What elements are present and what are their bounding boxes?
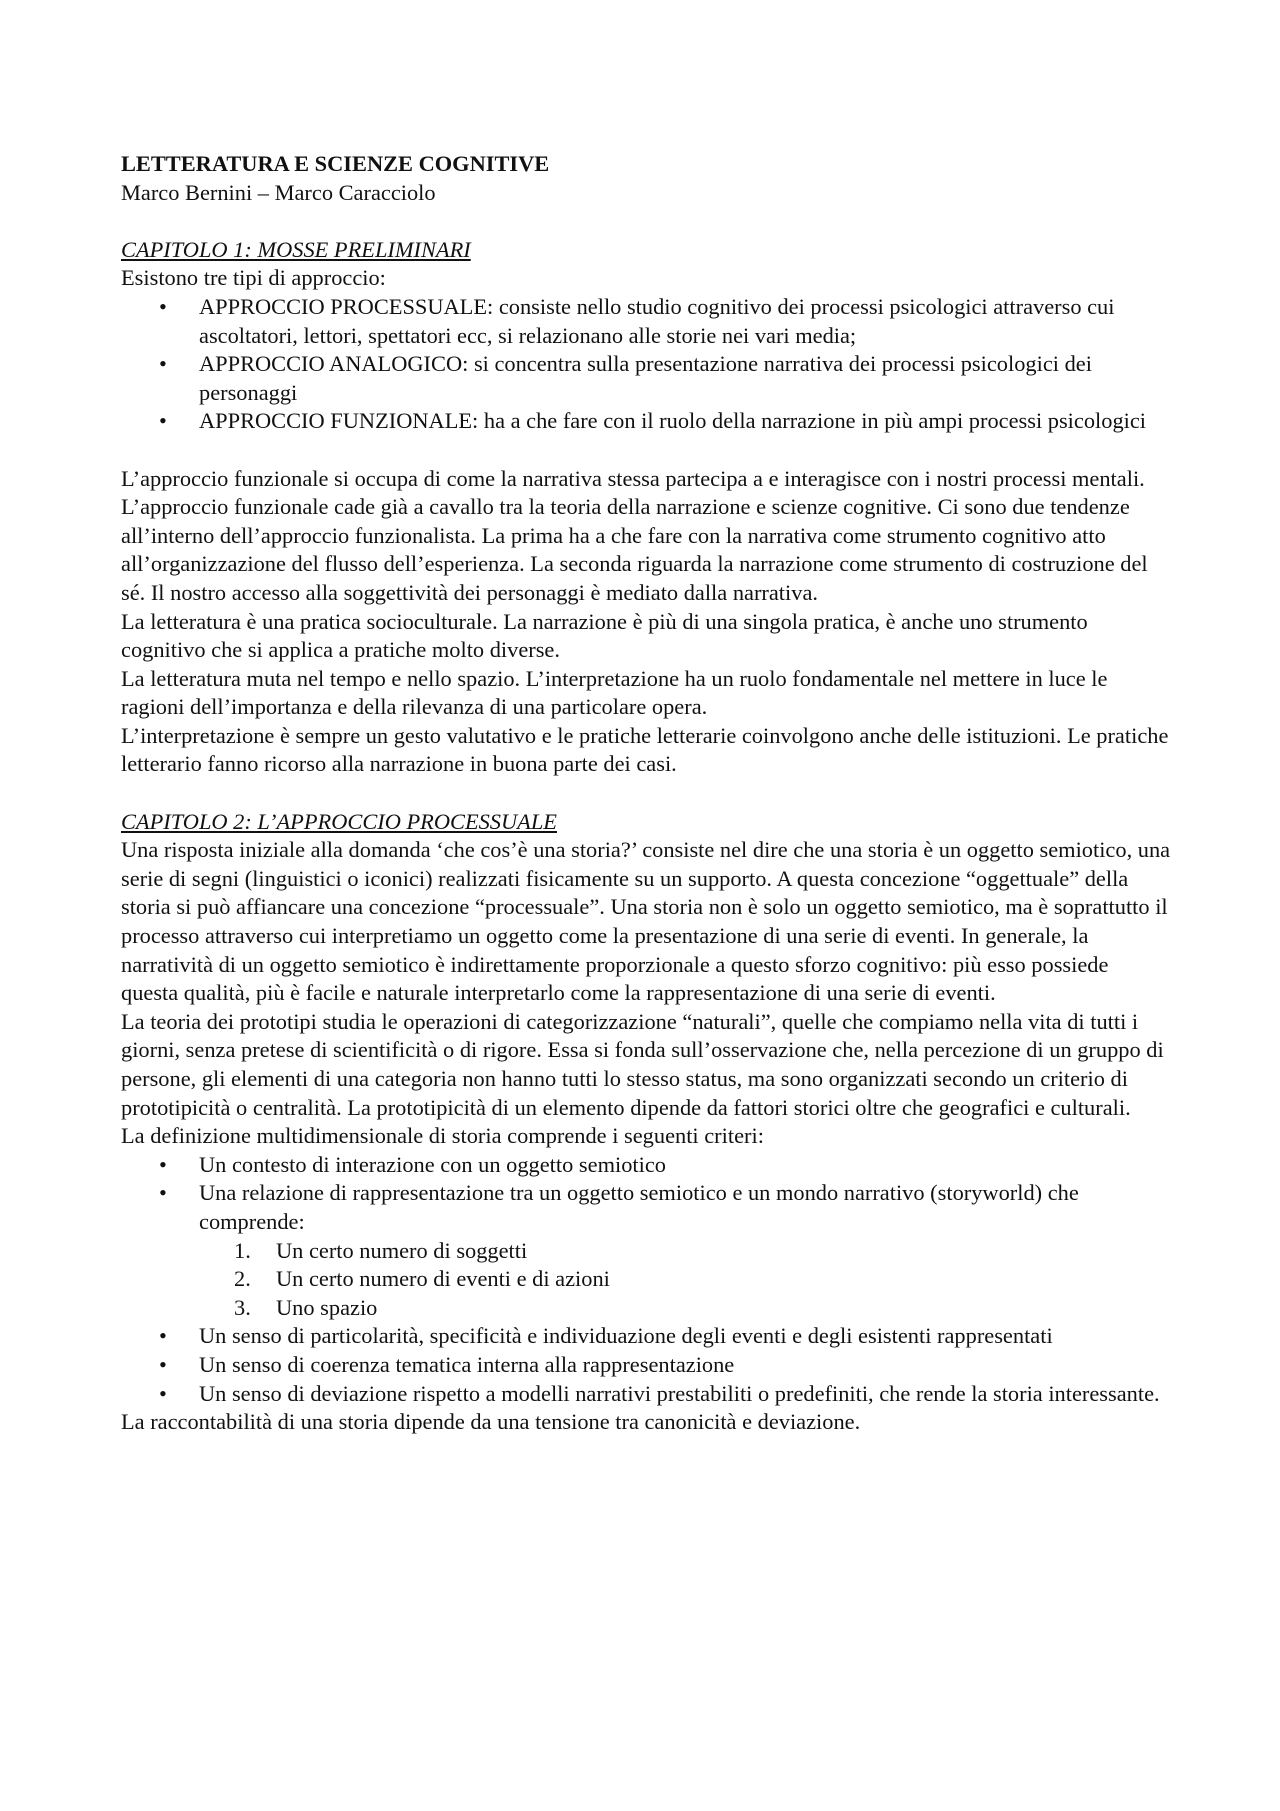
list-item-text: Una relazione di rappresentazione tra un oggetto semiotico e un mondo narrativo (storyworld) che comprende: [199,1180,1079,1234]
paragraph: L’interpretazione è sempre un gesto valutativo e le pratiche letterarie coinvolgono anche delle istituzioni. Le pratiche letterario fanno ricorso alla narrazione in buona parte dei casi. [121,722,1169,777]
authors-line: Marco Bernini – Marco Caracciolo [121,179,436,205]
bullet-icon: • [159,1180,167,1206]
numbered-item-text: Un certo numero di soggetti [276,1237,528,1263]
bullet-icon: • [159,293,167,319]
bullet-icon: • [159,408,167,434]
item-number: 3. [234,1294,251,1320]
list-item-text: APPROCCIO PROCESSUALE: consiste nello studio cognitivo dei processi psicologici attraverso cui ascoltatori, lettori, spettatori ecc, si relazionano alle storie nei vari media; [199,293,1115,348]
chapter-1-intro: Esistono tre tipi di approccio: [121,265,386,291]
bullet-icon: • [159,1151,167,1177]
paragraph: La teoria dei prototipi studia le operazioni di categorizzazione “naturali”, quelle che compiamo nella vita di tutti i giorni, senza pretese di scientificità o di rigore. Essa si fonda sull’osservazione che, nella percezione di un gruppo di persone, gli elementi di una categoria non hanno tutti lo stesso status, ma sono organizzati secondo un criterio di prototipicità o centralità. La prototipicità di un elemento dipende da fattori storici oltre che geografici e culturali. [121,1008,1164,1120]
list-item-text: Un senso di coerenza tematica interna alla rappresentazione [199,1351,735,1377]
chapter-1-heading: CAPITOLO 1: MOSSE PRELIMINARI [121,236,471,262]
criteria-list-continued [121,1322,1171,1408]
numbered-item-text: Uno spazio [276,1294,378,1320]
document-title: LETTERATURA E SCIENZE COGNITIVE [121,151,550,176]
closing-paragraph: La raccontabilità di una storia dipende da una tensione tra canonicità e deviazione. [121,1409,861,1435]
bullet-icon: • [159,1323,167,1349]
numbered-item-text: Un certo numero di eventi e di azioni [276,1266,610,1292]
list-item [121,407,1171,436]
bullet-icon: • [159,1351,167,1377]
paragraph: La letteratura è una pratica socioculturale. La narrazione è più di una singola pratica, è anche uno strumento cognitivo che si applica a pratiche molto diverse. [121,608,1088,663]
numbered-item [121,1265,1171,1294]
document-page [121,150,1171,1437]
storyworld-list [121,1237,1171,1323]
blank-line [121,207,1171,236]
list-item [121,1322,1171,1351]
list-item-text: Un senso di deviazione rispetto a modelli narrativi prestabiliti o predefiniti, che rende la storia interessante. [199,1380,1160,1406]
blank-line [121,779,1171,808]
list-item-text: Un senso di particolarità, specificità e individuazione degli eventi e degli esistenti rappresentati [199,1323,1053,1349]
list-item [121,1380,1171,1409]
item-number: 1. [234,1237,251,1263]
paragraph: La definizione multidimensionale di storia comprende i seguenti criteri: [121,1123,764,1149]
numbered-item [121,1294,1171,1323]
numbered-item [121,1237,1171,1266]
paragraph: La letteratura muta nel tempo e nello spazio. L’interpretazione ha un ruolo fondamentale nel mettere in luce le ragioni dell’importanza e della rilevanza di una particolare opera. [121,665,1108,720]
list-item [121,1179,1171,1236]
item-number: 2. [234,1266,251,1292]
bullet-icon: • [159,351,167,377]
list-item [121,1351,1171,1380]
list-item [121,350,1171,407]
list-item [121,293,1171,350]
chapter-2-heading: CAPITOLO 2: L’APPROCCIO PROCESSUALE [121,808,557,834]
approach-list [121,293,1171,436]
list-item-text: APPROCCIO FUNZIONALE: ha a che fare con il ruolo della narrazione in più ampi processi psicologici [199,408,1147,434]
blank-line [121,436,1171,465]
paragraph: Una risposta iniziale alla domanda ‘che cos’è una storia?’ consiste nel dire che una storia è un oggetto semiotico, una serie di segni (linguistici o iconici) realizzati fisicamente su un supporto. A questa concezione “oggettuale” della storia si può affiancare una concezione “processuale”. Una storia non è solo un oggetto semiotico, ma è soprattutto il processo attraverso cui interpretiamo un oggetto come la presentazione di una serie di eventi. In generale, la narratività di un oggetto semiotico è indirettamente proporzionale a questo sforzo cognitivo: più esso possiede questa qualità, più è facile e naturale interpretarlo come la rappresentazione di una serie di eventi. [121,837,1171,1006]
bullet-icon: • [159,1380,167,1406]
list-item-text: APPROCCIO ANALOGICO: si concentra sulla presentazione narrativa dei processi psicologici dei personaggi [199,351,1092,405]
list-item [121,1151,1171,1180]
list-item-text: Un contesto di interazione con un oggetto semiotico [199,1151,666,1177]
paragraph: L’approccio funzionale si occupa di come la narrativa stessa partecipa a e interagisce con i nostri processi mentali. L’approccio funzionale cade già a cavallo tra la teoria della narrazione e scienze cognitive. Ci sono due tendenze all’interno dell’approccio funzionalista. La prima ha a che fare con la narrativa come strumento cognitivo atto all’organizzazione del flusso dell’esperienza. La seconda riguarda la narrazione come strumento di costruzione del sé. Il nostro accesso alla soggettività dei personaggi è mediato dalla narrativa. [121,465,1148,605]
criteria-list [121,1151,1171,1237]
